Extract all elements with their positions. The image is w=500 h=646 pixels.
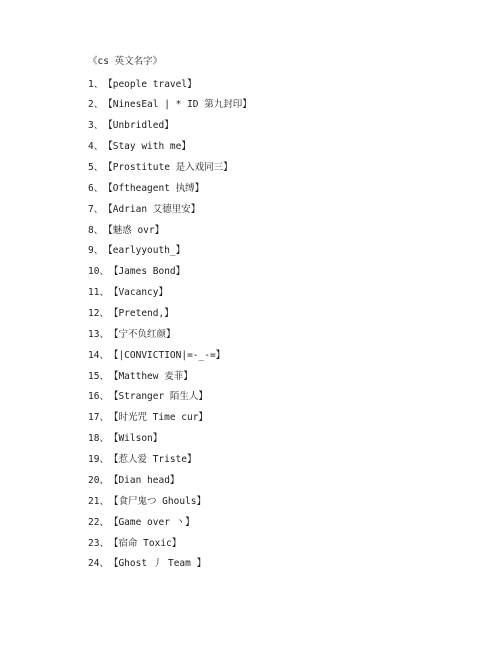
list-item (88, 116, 252, 137)
list-item (88, 200, 252, 221)
item-name: 【Game over 丶】 (108, 516, 195, 528)
list-item (88, 367, 252, 388)
item-name: 【魅惑 ovr】 (103, 224, 165, 236)
item-name: 【Ghost 丿 Team 】 (108, 558, 207, 570)
list-item (88, 137, 252, 158)
item-number: 5、 (88, 162, 104, 174)
item-name: 【Pretend,】 (108, 308, 174, 320)
item-number: 15、 (88, 370, 109, 382)
list-item (88, 471, 252, 492)
list-item (88, 492, 252, 513)
list-item (88, 179, 252, 200)
page-title: 《cs 英文名字》 (88, 56, 163, 67)
item-name: 【Wilson】 (108, 433, 163, 445)
item-name: 【Adrian 艾德里安】 (103, 203, 201, 215)
item-number: 6、 (88, 182, 104, 194)
item-name: 【Matthew 麦菲】 (108, 370, 193, 382)
item-name: 【Vacancy】 (108, 287, 168, 299)
item-name: 【Unbridled】 (103, 120, 174, 132)
item-number: 16、 (88, 391, 109, 403)
item-number: 1、 (88, 78, 104, 90)
list-item (88, 262, 252, 283)
item-number: 7、 (88, 203, 104, 215)
list-item (88, 450, 252, 471)
item-number: 11、 (88, 287, 109, 299)
list-item (88, 534, 252, 555)
item-name: 【earlyyouth_】 (103, 245, 186, 257)
item-number: 13、 (88, 328, 109, 340)
list-item (88, 387, 252, 408)
item-name: 【宁不负红颜】 (108, 328, 176, 340)
item-name: 【时光咒 Time cur】 (108, 412, 208, 424)
item-number: 12、 (88, 308, 109, 320)
item-name: 【宿命 Toxic】 (108, 537, 182, 549)
item-name: 【James Bond】 (108, 266, 186, 278)
list-item (88, 283, 252, 304)
item-number: 3、 (88, 120, 104, 132)
list-item (88, 95, 252, 116)
list-item (88, 304, 252, 325)
list-item (88, 75, 252, 96)
list-item (88, 221, 252, 242)
item-number: 8、 (88, 224, 104, 236)
item-name: 【食尸鬼つ Ghouls】 (108, 495, 206, 507)
item-number: 21、 (88, 495, 109, 507)
list-item (88, 408, 252, 429)
item-number: 19、 (88, 454, 109, 466)
item-name: 【Dian head】 (108, 474, 180, 486)
item-number: 17、 (88, 412, 109, 424)
list-item (88, 554, 252, 575)
item-number: 22、 (88, 516, 109, 528)
item-number: 4、 (88, 141, 104, 153)
item-number: 20、 (88, 474, 109, 486)
item-number: 9、 (88, 245, 104, 257)
item-number: 23、 (88, 537, 109, 549)
item-name: 【Stay with me】 (103, 141, 191, 153)
item-name: 【惹人爱 Triste】 (108, 454, 197, 466)
item-name: 【people travel】 (103, 78, 197, 90)
list-item (88, 325, 252, 346)
list-item (88, 158, 252, 179)
item-name: 【Stranger 陌生人】 (108, 391, 208, 403)
list-item (88, 513, 252, 534)
item-number: 2、 (88, 99, 104, 111)
item-number: 18、 (88, 433, 109, 445)
item-number: 10、 (88, 266, 109, 278)
name-list (88, 75, 252, 576)
item-name: 【Prostitute 是入戏同三】 (103, 162, 233, 174)
item-name: 【|CONVICTION|=-_-=】 (108, 349, 226, 361)
item-name: 【NinesEal | * ID 第九封印】 (103, 99, 252, 111)
list-item (88, 429, 252, 450)
item-number: 14、 (88, 349, 109, 361)
item-name: 【Oftheagent 执缚】 (103, 182, 205, 194)
item-number: 24、 (88, 558, 109, 570)
list-item (88, 346, 252, 367)
list-item (88, 241, 252, 262)
